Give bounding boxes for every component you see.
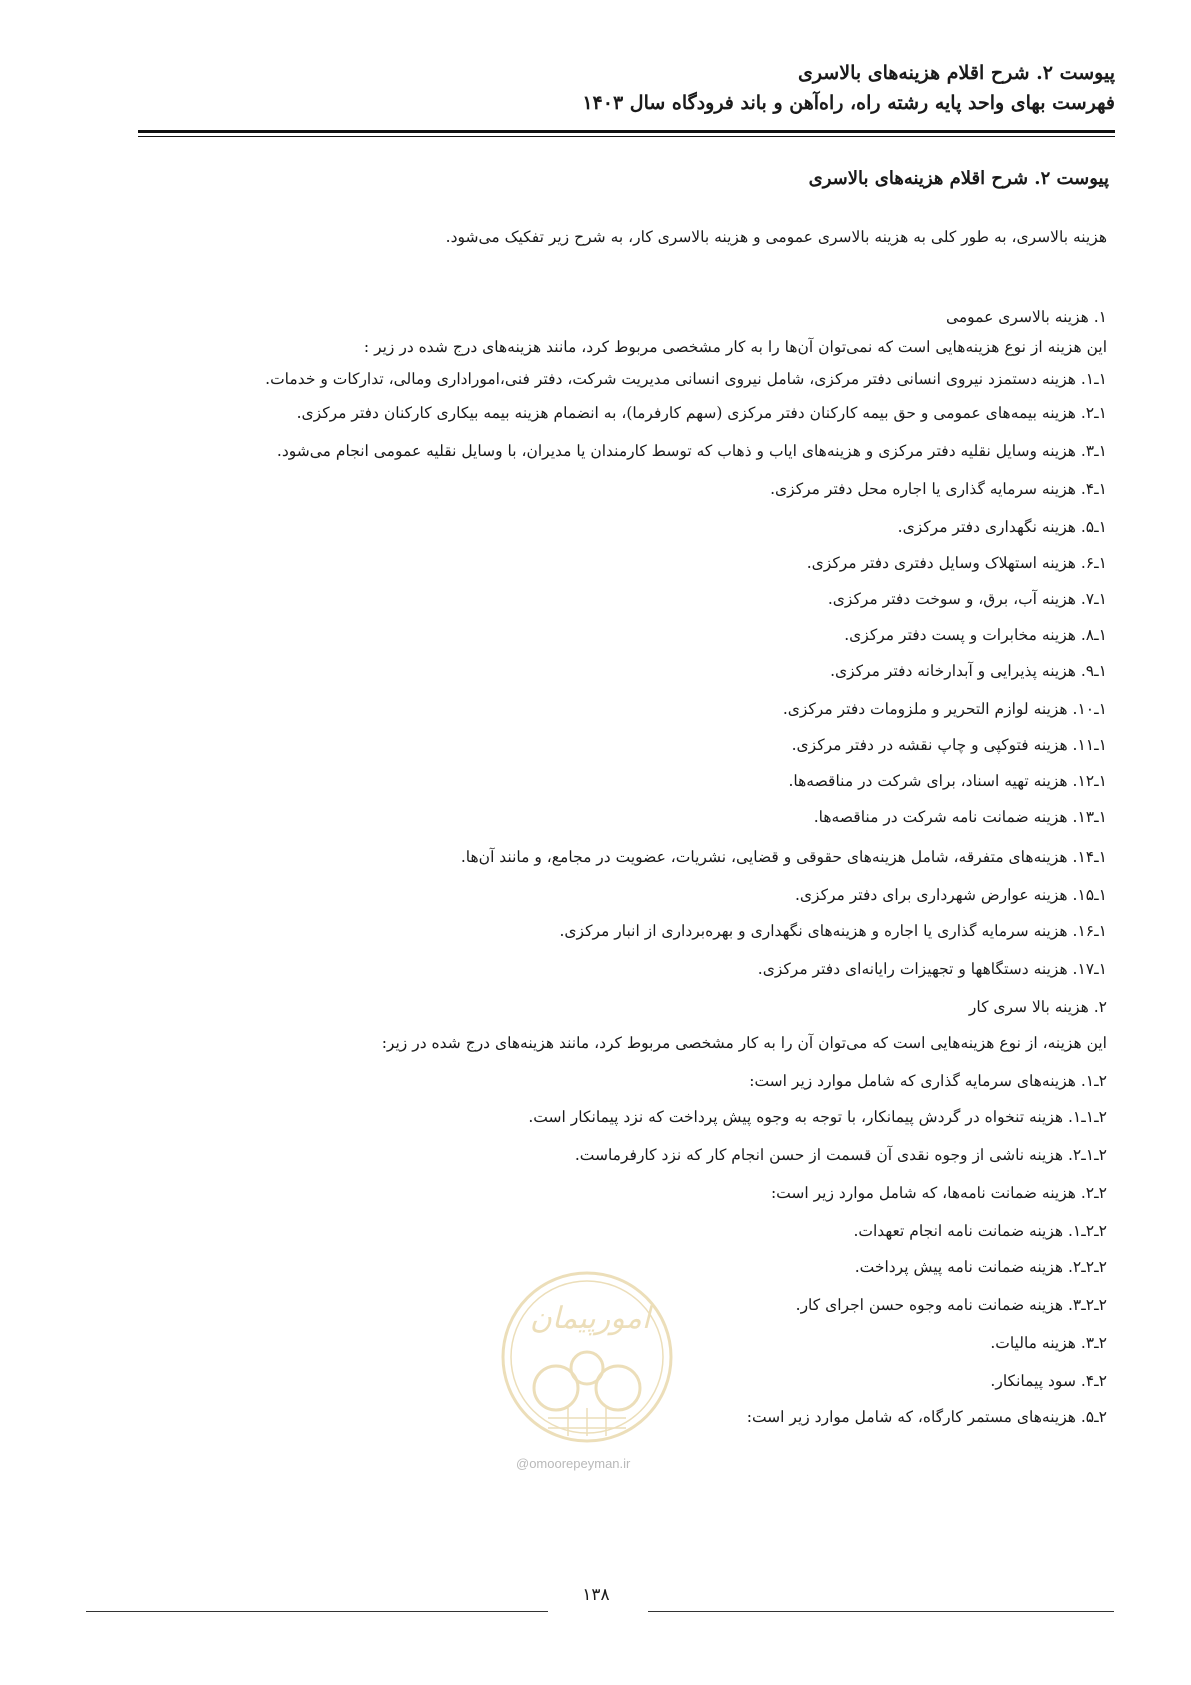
- body-line: ۲ـ۲. هزینه ضمانت نامه‌ها، که شامل موارد زیر است:: [770, 1184, 1107, 1202]
- body-line: ۲ـ۱. هزینه‌های سرمایه گذاری که شامل موارد زیر است:: [749, 1072, 1107, 1090]
- body-line: ۱ـ۱۴. هزینه‌های متفرقه، شامل هزینه‌های حقوقی و قضایی، نشریات، عضویت در مجامع، و مانند آن‌ها.: [460, 848, 1107, 866]
- footer-rule-right: [648, 1611, 1114, 1612]
- body-line: ۱ـ۴. هزینه سرمایه گذاری یا اجاره محل دفتر مرکزی.: [770, 480, 1107, 498]
- footer-rule-left: [86, 1611, 548, 1612]
- body-line: ۱ـ۱. هزینه دستمزد نیروی انسانی دفتر مرکزی، شامل نیروی انسانی مدیریت شرکت، دفتر فنی،اموراداری ومالی، تدارکات و خدمات.: [265, 370, 1107, 388]
- body-line: ۱ـ۲. هزینه بیمه‌های عمومی و حق بیمه کارکنان دفتر مرکزی (سهم کارفرما)، به انضمام هزینه بیمه بیکاری کارکنان دفتر مرکزی.: [296, 404, 1107, 422]
- body-line: ۱ـ۱۷. هزینه دستگاهها و تجهیزات رایانه‌ای دفتر مرکزی.: [757, 960, 1107, 978]
- watermark-url: @omoorepeyman.ir: [516, 1456, 631, 1471]
- header-subtitle: فهرست بهای واحد پایه رشته راه، راه‌آهن و باند فرودگاه سال ۱۴۰۳: [582, 92, 1115, 114]
- body-line: ۱ـ۱۳. هزینه ضمانت نامه شرکت در مناقصه‌ها.: [813, 808, 1107, 826]
- body-line: ۱ـ۷. هزینه آب، برق، و سوخت دفتر مرکزی.: [827, 590, 1107, 608]
- body-line: ۲ـ۱ـ۱. هزینه تنخواه در گردش پیمانکار، با توجه به وجوه پیش پرداخت که نزد پیمانکار است.: [528, 1108, 1107, 1126]
- body-line: ۱ـ۵. هزینه نگهداری دفتر مرکزی.: [897, 518, 1107, 536]
- body-line: ۱ـ۸. هزینه مخابرات و پست دفتر مرکزی.: [844, 626, 1107, 644]
- body-line: ۲ـ۱ـ۲. هزینه ناشی از وجوه نقدی آن قسمت از حسن انجام کار که نزد کارفرماست.: [574, 1146, 1107, 1164]
- body-line: ۲ـ۵. هزینه‌های مستمر کارگاه، که شامل موارد زیر است:: [746, 1408, 1107, 1426]
- body-line: این هزینه، از نوع هزینه‌هایی است که می‌توان آن را به کار مشخصی مربوط کرد، مانند هزینه‌های درج شده در زیر:: [381, 1034, 1107, 1052]
- body-line: ۱. هزینه بالاسری عمومی: [945, 308, 1107, 326]
- header-title: پیوست ۲. شرح اقلام هزینه‌های بالاسری: [797, 62, 1115, 84]
- watermark-logo-text: امورپیمان: [529, 1301, 651, 1336]
- section-title: پیوست ۲. شرح اقلام هزینه‌های بالاسری: [808, 168, 1109, 189]
- body-line: ۲ـ۲ـ۳. هزینه ضمانت نامه وجوه حسن اجرای کار.: [795, 1296, 1107, 1314]
- body-line: ۲ـ۲ـ۱. هزینه ضمانت نامه انجام تعهدات.: [853, 1222, 1107, 1240]
- body-line: این هزینه از نوع هزینه‌هایی است که نمی‌توان آن‌ها را به کار مشخصی مربوط کرد، مانند هزینه‌های درج شده در زیر :: [363, 338, 1107, 356]
- body-line: ۱ـ۹. هزینه پذیرایی و آبدارخانه دفتر مرکزی.: [830, 662, 1107, 680]
- watermark-logo-icon: [498, 1268, 676, 1446]
- body-line: ۱ـ۶. هزینه استهلاک وسایل دفتری دفتر مرکزی.: [806, 554, 1107, 572]
- page-header: [138, 58, 1115, 118]
- body-line: ۱ـ۱۱. هزینه فتوکپی و چاپ نقشه در دفتر مرکزی.: [791, 736, 1107, 754]
- body-line: ۲ـ۲ـ۲. هزینه ضمانت نامه پیش پرداخت.: [854, 1258, 1107, 1276]
- body-line: ۱ـ۳. هزینه وسایل نقلیه دفتر مرکزی و هزینه‌های ایاب و ذهاب که توسط کارمندان یا مدیران، با وسایل نقلیه عمومی انجام می‌شود.: [276, 442, 1107, 460]
- body-line: ۱ـ۱۵. هزینه عوارض شهرداری برای دفتر مرکزی.: [794, 886, 1107, 904]
- body-line: ۲ـ۳. هزینه مالیات.: [990, 1334, 1107, 1352]
- page-number: ۱۳۸: [582, 1585, 610, 1605]
- body-line: ۱ـ۱۰. هزینه لوازم التحریر و ملزومات دفتر مرکزی.: [782, 700, 1107, 718]
- body-line: ۲. هزینه بالا سری کار: [968, 998, 1107, 1016]
- body-line: ۱ـ۱۲. هزینه تهیه اسناد، برای شرکت در مناقصه‌ها.: [788, 772, 1107, 790]
- intro-paragraph: هزینه بالاسری، به طور کلی به هزینه بالاسری عمومی و هزینه بالاسری کار، به شرح زیر تفکیک می‌شود.: [445, 228, 1107, 246]
- body-line: ۱ـ۱۶. هزینه سرمایه گذاری یا اجاره و هزینه‌های نگهداری و بهره‌برداری از انبار مرکزی.: [559, 922, 1107, 940]
- header-rule-thick: [138, 130, 1115, 133]
- header-rule-thin: [138, 136, 1115, 137]
- body-line: ۲ـ۴. سود پیمانکار.: [990, 1372, 1107, 1390]
